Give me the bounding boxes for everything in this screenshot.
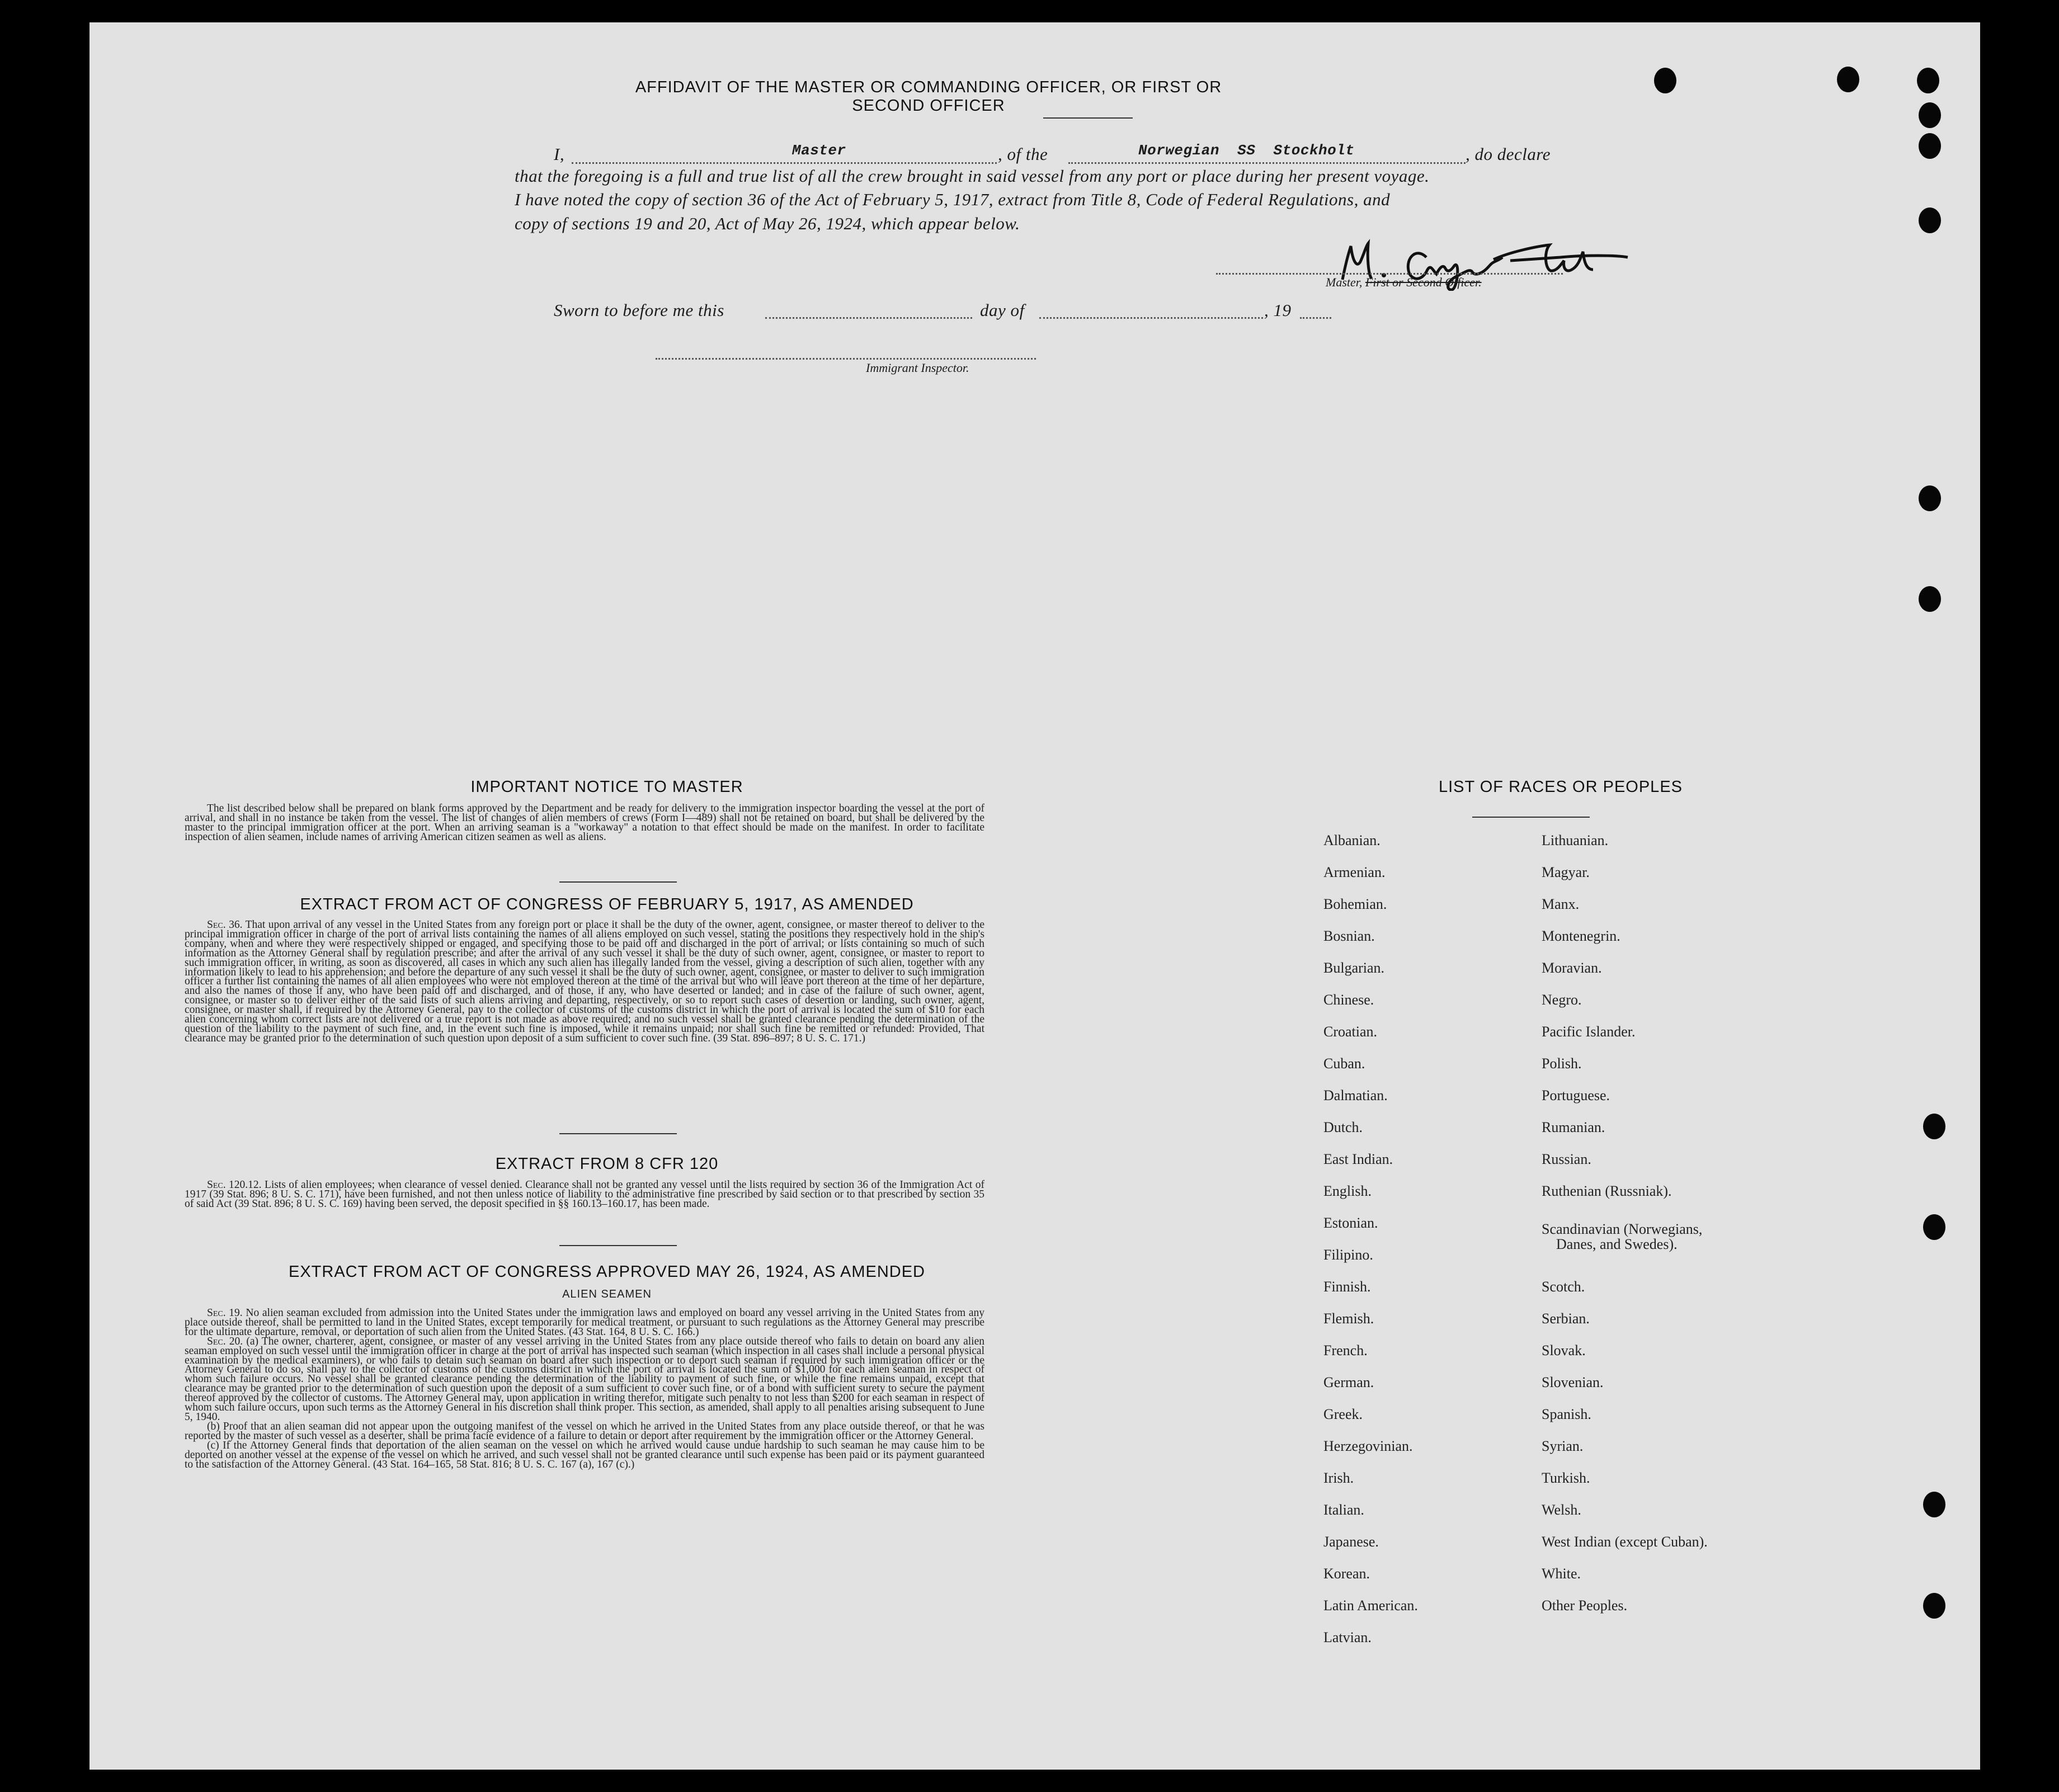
section-120-paragraph [185, 1181, 984, 1209]
race-item: East Indian. [1323, 1151, 1393, 1167]
race-item: West Indian (except Cuban). [1542, 1534, 1708, 1550]
race-item: Magyar. [1542, 864, 1590, 880]
race-item: Dalmatian. [1323, 1087, 1388, 1104]
race-item: Moravian. [1542, 960, 1602, 976]
race-item: Irish. [1323, 1470, 1354, 1486]
sworn-line [554, 300, 1337, 325]
affidavit-line2: that the foregoing is a full and true list of all the crew brought in said vessel from any port or place during her present voyage. [515, 166, 1430, 186]
document-page [89, 22, 1980, 1770]
section-20b-paragraph: (b) Proof that an alien seaman did not appear upon the outgoing manifest of the vessel on which he arrived in the United States from any place outside thereof, or that he was reported by the master of such vessel as a deserter, shall be prima facie evidence of a failure to detain or deport after requirement by the immigration officer or the Attorney General. [185, 1420, 984, 1442]
punch-hole [1923, 1492, 1945, 1517]
declarant-name: Master [792, 142, 846, 159]
race-item: Rumanian. [1542, 1119, 1605, 1135]
section-rule [559, 1133, 677, 1134]
race-item: Other Peoples. [1542, 1597, 1628, 1614]
race-item: White. [1542, 1565, 1581, 1582]
race-item: Montenegrin. [1542, 928, 1620, 944]
section-36-paragraph [185, 921, 984, 1044]
race-item: Slovenian. [1542, 1374, 1604, 1390]
race-item: Croatian. [1323, 1024, 1378, 1040]
race-item: Spanish. [1542, 1406, 1591, 1422]
year-text: , 19 [1264, 300, 1292, 320]
section-19-paragraph [185, 1309, 984, 1337]
race-item: English. [1323, 1183, 1372, 1199]
extract-cfr-text [185, 1181, 984, 1209]
race-item: Manx. [1542, 896, 1580, 912]
affidavit-line1 [554, 142, 1661, 167]
race-item: Albanian. [1323, 832, 1380, 848]
name-dotted-line [572, 162, 997, 164]
race-item: Latin American. [1323, 1597, 1418, 1614]
race-item: Cuban. [1323, 1055, 1365, 1072]
race-item: Latvian. [1323, 1629, 1372, 1645]
sworn-text: Sworn to before me this [554, 300, 724, 320]
race-item: Greek. [1323, 1406, 1363, 1422]
affidavit-line4: copy of sections 19 and 20, Act of May 26, 1924, which appear below. [515, 214, 1020, 233]
race-item: Estonian. [1323, 1215, 1378, 1231]
race-item: Scandinavian (Norwegians, [1542, 1221, 1703, 1237]
punch-hole [1923, 1593, 1945, 1619]
race-item: Polish. [1542, 1055, 1582, 1072]
race-item: Filipino. [1323, 1247, 1373, 1263]
extract-1917-title: EXTRACT FROM ACT OF CONGRESS OF FEBRUARY 5, 1917, AS AMENDED [300, 895, 914, 913]
race-item: Syrian. [1542, 1438, 1584, 1454]
race-item: Russian. [1542, 1151, 1591, 1167]
punch-hole [1919, 485, 1941, 511]
extract-1924-text [185, 1309, 984, 1469]
extract-1917-text [185, 921, 984, 1044]
section-36-text: That upon arrival of any vessel in the United States from any foreign port or place it shall be the duty of the owner, agent, consignee, or master thereof to deliver to the principal immigration officer in charge of the port of arrival lists containing the names of all aliens employed on such vessel, stating the positions they respectively hold in the ship's company, when and where they were respectively shipped or engaged, and specifying those to be paid off and discharged in the port of arrival; or lists containing so much of such information as the Attorney General shall by regulation prescribe; and after the arrival of any such vessel it shall be the duty of such owner, agent, consignee, or master to report to such immigration officer, in writing, as soon as discovered, all cases in which any such alien has illegally landed from the vessel, giving a description of such alien, together with any information likely to lead to his apprehension; and before the departure of any such vessel it shall be the duty of such owner, agent, consignee, or master to deliver to such immigration officer a further list containing the names of all alien employees who were not employed thereon at the time of the arrival but who will leave port thereon at the time of her departure, and also the names of those if any, who have been paid off and discharged, and of those, if any, who have deserted or landed; and in case of the failure of such owner, agent, consignee, or master so to deliver either of the said lists of such aliens arriving and departing, respectively, or so to report such cases of desertion or landing, such owner, agent, consignee, or master shall, if required by the Attorney General, pay to the collector of customs of the customs district in which the port of arrival is located the sum of $10 for each alien concerning whom correct lists are not delivered or a true report is not made as above required; and no such vessel shall be granted clearance pending the determination of the question of the liability to the payment of such fine, and, in the event such fine is imposed, while it remains unpaid; nor shall such fine be remitted or refunded: Provided, That clearance may be granted prior to the determination of such question upon deposit of a sum sufficient to cover such fine. (39 Stat. 896–897; 8 U. S. C. 171.) [185, 919, 984, 1044]
sworn-day-dotted-line [765, 317, 972, 319]
notice-text [185, 804, 984, 842]
race-item: Herzegovinian. [1323, 1438, 1413, 1454]
race-item: German. [1323, 1374, 1374, 1390]
notice-title: IMPORTANT NOTICE TO MASTER [470, 778, 743, 796]
day-of-text: day of [980, 300, 1025, 320]
race-item: Bulgarian. [1323, 960, 1385, 976]
punch-hole [1923, 1214, 1945, 1240]
title-rule [1043, 117, 1133, 119]
race-item: Turkish. [1542, 1470, 1590, 1486]
affidavit-line3: I have noted the copy of section 36 of the Act of February 5, 1917, extract from Title 8, Code of Federal Regulations, and [515, 190, 1391, 209]
extract-1924-title: EXTRACT FROM ACT OF CONGRESS APPROVED MAY 26, 1924, AS AMENDED [289, 1263, 925, 1281]
officer-title [1326, 275, 1482, 290]
races-title-rule [1472, 817, 1590, 818]
vessel-dotted-line [1068, 162, 1466, 164]
race-item: Italian. [1323, 1502, 1364, 1518]
section-label: Sec. 19. [207, 1307, 243, 1319]
punch-hole [1919, 586, 1941, 612]
section-19-text: No alien seaman excluded from admission into the United States under the immigration laws and employed on board any vessel arriving in the United States from any place outside thereof, shall be permitted to land in the United States, except temporarily for medical treatment, or pursuant to such regulations as the Attorney General may prescribe for the ultimate departure, removal, or deportation of such alien from the United States. (43 Stat. 164, 8 U. S. C. 166.) [185, 1307, 984, 1338]
section-rule [559, 1245, 677, 1246]
section-20a-paragraph [185, 1337, 984, 1422]
section-label: Sec. 36. [207, 919, 243, 931]
punch-hole [1923, 1114, 1945, 1139]
race-item: Pacific Islander. [1542, 1024, 1636, 1040]
race-item: Welsh. [1542, 1502, 1581, 1518]
inspector-dotted-line [656, 358, 1036, 360]
sworn-month-dotted-line [1039, 317, 1263, 319]
race-item: Armenian. [1323, 864, 1386, 880]
declarant-i: I, [554, 144, 565, 164]
race-item: Dutch. [1323, 1119, 1363, 1135]
race-item: Finnish. [1323, 1279, 1371, 1295]
race-item: Bosnian. [1323, 928, 1375, 944]
race-item: Flemish. [1323, 1310, 1374, 1327]
race-item: Korean. [1323, 1565, 1370, 1582]
section-rule [559, 881, 677, 883]
notice-paragraph: The list described below shall be prepared on blank forms approved by the Department and be ready for delivery to the immigration inspector boarding the vessel at the port of arrival, and shall in no instance be taken from the vessel. The list of changes of alien members of crews (Form I—489) shall not be retained on board, but shall be delivered by the master to the principal immigration officer at the port. When an arriving seaman is a "workaway" a notation to that effect should be made on the manifest. In order to facilitate inspection of alien seamen, include names of arriving American citizen seamen as well as aliens. [185, 803, 984, 843]
declare-text: , do declare [1466, 144, 1551, 164]
race-item: Negro. [1542, 992, 1582, 1008]
affidavit-title: AFFIDAVIT OF THE MASTER OR COMMANDING OFFICER, OR FIRST OR SECOND OFFICER [635, 78, 1222, 115]
race-item: Serbian. [1542, 1310, 1590, 1327]
race-item: French. [1323, 1342, 1368, 1359]
sworn-year-dotted-line [1300, 317, 1331, 319]
section-120-text: Lists of alien employees; when clearance of vessel denied. Clearance shall not be granted any vessel until the lists required by section 36 of the Immigration Act of 1917 (39 Stat. 896; 8 U. S. C. 171), have been furnished, and not then unless notice of liability to the administrative fine prescribed by said section or to that prescribed by section 35 of said Act (39 Stat. 896; 8 U. S. C. 169) having been served, the deposit specified in §§ 160.13–160.17, has been made. [185, 1179, 984, 1210]
race-item: Japanese. [1323, 1534, 1379, 1550]
race-item: Bohemian. [1323, 896, 1387, 912]
section-20c-paragraph: (c) If the Attorney General finds that deportation of the alien seaman on the vessel on which he arrived would cause undue hardship to such seaman he may cause him to be deported on another vessel at the expense of the vessel on which he arrived, and such vessel shall not be granted clearance until such expense has been paid or its payment guaranteed to the satisfaction of the Attorney General. (43 Stat. 164–165, 58 Stat. 816; 8 U. S. C. 167 (a), 167 (c).) [185, 1439, 984, 1470]
section-label: Sec. 120.12. [207, 1179, 262, 1191]
extract-cfr-title: EXTRACT FROM 8 CFR 120 [495, 1155, 719, 1173]
alien-seamen-subtitle: ALIEN SEAMEN [562, 1288, 652, 1300]
officer-master: Master, [1326, 275, 1363, 289]
section-20a-text: (a) The owner, charterer, agent, consignee, or master of any vessel arriving in the United States from any place outside thereof who fails to detain on board any alien seaman employed on such vessel until the immigration officer in charge at the port of arrival has inspected such seaman (which inspection in all cases shall include a personal physical examination by the medical examiners), or who fails to detain such seaman on board after such inspection or to deport such seaman if required by such immigration officer or the Attorney General to do so, shall pay to the collector of customs of the customs district in which the port of arrival is located the sum of $1,000 for each alien seaman in respect of whom such failure occurs. No vessel shall be granted clearance pending the determination of the liability to payment of such fine, or while the fine remains unpaid, except that clearance may be granted prior to the determination of such question upon the deposit of a sum sufficient to cover such fine, or of a bond with sufficient surety to secure the payment thereof approved by the collector of customs. The Attorney General may, upon application in writing therefor, mitigate such penalty to not less than $200 for each seaman in respect of whom such failure occurs, upon such terms as the Attorney General in his discretion shall think proper. This section, as amended, shall apply to all penalties arising subsequent to June 5, 1940. [185, 1335, 984, 1423]
section-label: Sec. 20. [207, 1335, 243, 1347]
races-title: LIST OF RACES OR PEOPLES [1438, 778, 1683, 796]
punch-hole [1919, 102, 1941, 128]
race-item: Danes, and Swedes). [1556, 1236, 1678, 1252]
race-item: Slovak. [1542, 1342, 1586, 1359]
race-item: Ruthenian (Russniak). [1542, 1183, 1672, 1199]
punch-hole [1919, 133, 1941, 159]
of-the-text: , of the [998, 144, 1048, 164]
signature-dotted-line [1216, 273, 1563, 275]
race-item: Scotch. [1542, 1279, 1585, 1295]
inspector-label: Immigrant Inspector. [866, 361, 969, 375]
race-item: Lithuanian. [1542, 832, 1609, 848]
officer-struck: First or Second Officer. [1365, 275, 1482, 289]
race-item: Chinese. [1323, 992, 1374, 1008]
punch-hole [1919, 208, 1941, 233]
race-item: Portuguese. [1542, 1087, 1610, 1104]
punch-hole [1837, 67, 1859, 92]
vessel-name: Norwegian SS Stockholt [1138, 142, 1355, 159]
punch-hole [1654, 68, 1676, 93]
punch-hole [1917, 68, 1939, 93]
